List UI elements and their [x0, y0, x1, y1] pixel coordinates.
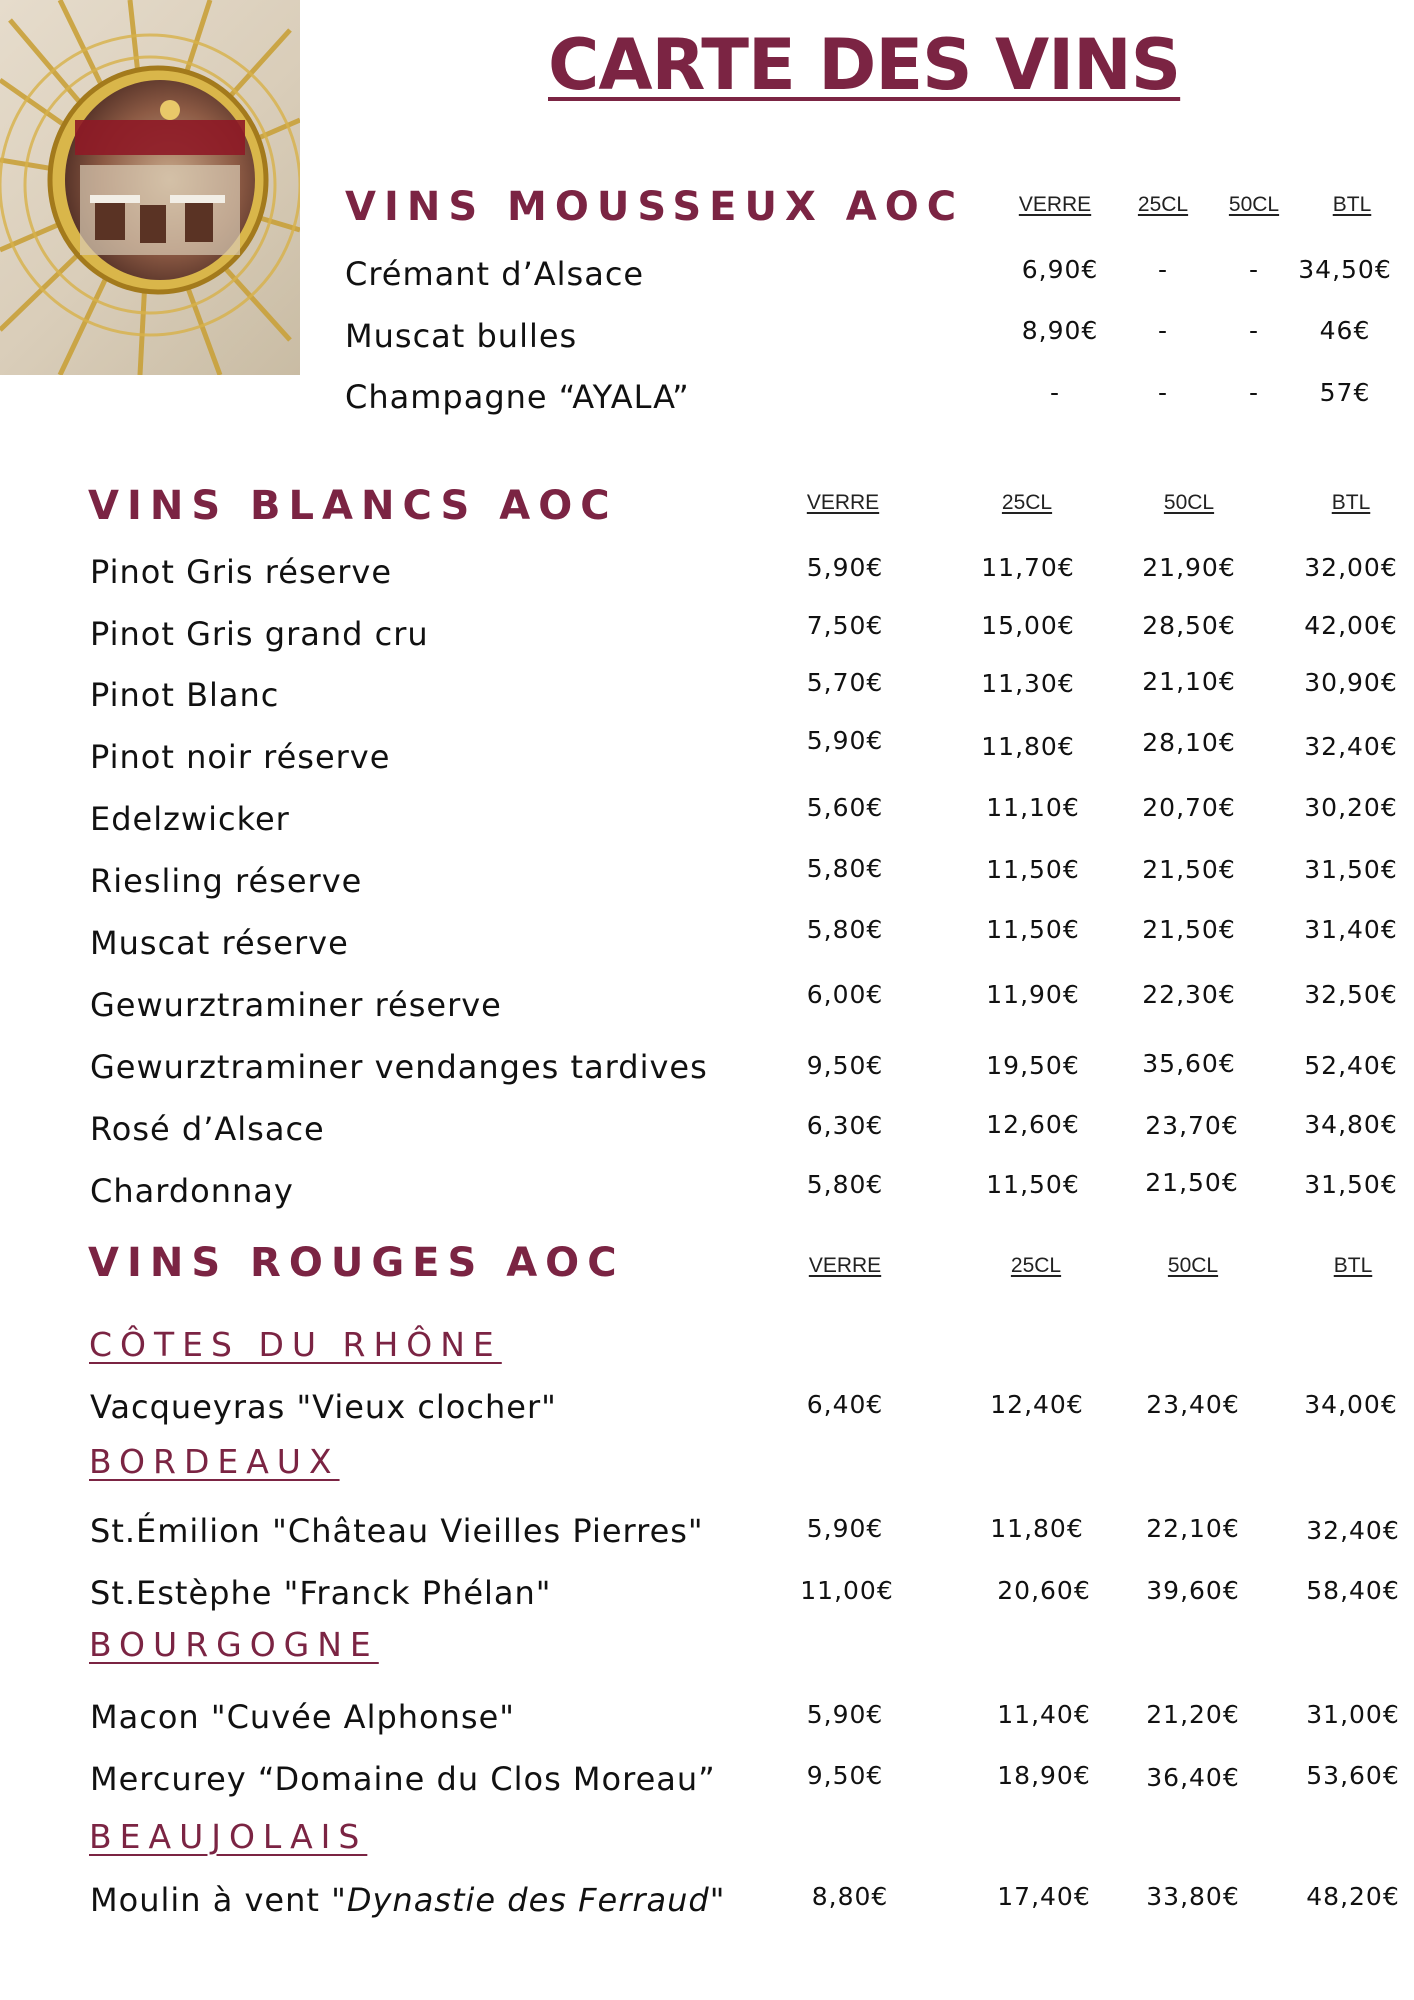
price-50cl: - [1248, 378, 1260, 407]
wine-name: Vacqueyras "Vieux clocher" [90, 1388, 557, 1426]
region-heading-beaujolais: BEAUJOLAIS [89, 1817, 368, 1856]
price-25cl: 15,00€ [981, 611, 1075, 640]
price-verre: 5,60€ [806, 793, 884, 822]
wine-name: Gewurztraminer vendanges tardives [90, 1048, 708, 1086]
wine-name-italic: "Dynastie des Ferraud" [331, 1881, 726, 1919]
price-btl: 46€ [1319, 316, 1371, 345]
price-50cl: 21,20€ [1146, 1700, 1240, 1729]
price-50cl: 22,30€ [1142, 980, 1236, 1009]
price-btl: 30,90€ [1304, 668, 1398, 697]
price-50cl: 21,90€ [1142, 553, 1236, 582]
price-verre: 5,90€ [806, 1514, 884, 1543]
wine-name: Gewurztraminer réserve [90, 986, 502, 1024]
column-header-btl: BTL [1331, 491, 1371, 514]
price-btl: 53,60€ [1306, 1761, 1400, 1790]
wine-name: Macon "Cuvée Alphonse" [90, 1698, 515, 1736]
price-25cl: 11,90€ [986, 980, 1080, 1009]
price-25cl: 11,10€ [986, 793, 1080, 822]
price-btl: 58,40€ [1306, 1576, 1400, 1605]
price-verre: - [1049, 378, 1061, 407]
price-25cl: 11,50€ [986, 915, 1080, 944]
price-btl: 32,00€ [1304, 553, 1398, 582]
column-header-50cl: 50CL [1167, 1254, 1219, 1277]
price-verre: 6,90€ [1021, 255, 1099, 284]
price-25cl: 12,60€ [986, 1110, 1080, 1139]
price-50cl: 21,50€ [1142, 915, 1236, 944]
price-25cl: 12,40€ [990, 1390, 1084, 1419]
price-25cl: 19,50€ [986, 1051, 1080, 1080]
price-verre: 6,30€ [806, 1111, 884, 1140]
section-heading-blancs: VINS BLANCS AOC [88, 483, 618, 529]
price-25cl: 11,70€ [981, 553, 1075, 582]
wine-name: Riesling réserve [90, 862, 363, 900]
column-header-25cl: 25CL [1001, 491, 1053, 514]
price-verre: 6,00€ [806, 980, 884, 1009]
region-heading-cotes-du-rhone: CÔTES DU RHÔNE [89, 1325, 502, 1364]
wine-name: Pinot noir réserve [90, 738, 391, 776]
price-verre: 5,80€ [806, 915, 884, 944]
region-heading-bourgogne: BOURGOGNE [89, 1625, 379, 1664]
wine-name: Champagne “AYALA” [345, 378, 690, 416]
price-50cl: 23,40€ [1146, 1390, 1240, 1419]
price-50cl: 20,70€ [1142, 793, 1236, 822]
column-header-btl: BTL [1333, 1254, 1373, 1277]
price-verre: 5,80€ [806, 854, 884, 883]
page-title: CARTE DES VINS [548, 24, 1181, 106]
wine-name: Pinot Blanc [90, 676, 280, 714]
price-50cl: 39,60€ [1146, 1576, 1240, 1605]
price-50cl: 21,10€ [1142, 667, 1236, 696]
price-btl: 31,50€ [1304, 855, 1398, 884]
price-50cl: - [1248, 316, 1260, 345]
price-btl: 31,40€ [1304, 915, 1398, 944]
price-verre: 5,70€ [806, 668, 884, 697]
price-verre: 6,40€ [806, 1390, 884, 1419]
price-50cl: 28,10€ [1142, 728, 1236, 757]
price-25cl: - [1157, 255, 1169, 284]
wine-name: Mercurey “Domaine du Clos Moreau” [90, 1760, 716, 1798]
wine-name: Pinot Gris grand cru [90, 615, 429, 653]
wine-name: Rosé d’Alsace [90, 1110, 325, 1148]
price-25cl: 11,30€ [981, 669, 1075, 698]
price-25cl: 18,90€ [997, 1761, 1091, 1790]
price-verre: 9,50€ [806, 1051, 884, 1080]
price-25cl: 11,50€ [986, 855, 1080, 884]
price-25cl: 17,40€ [997, 1882, 1091, 1911]
section-heading-rouges: VINS ROUGES AOC [88, 1240, 625, 1286]
column-header-verre: VERRE [808, 1254, 882, 1277]
column-header-verre: VERRE [1018, 193, 1092, 216]
price-verre: 11,00€ [800, 1576, 894, 1605]
price-25cl: 20,60€ [997, 1576, 1091, 1605]
price-25cl: 11,80€ [990, 1514, 1084, 1543]
wine-name: Edelzwicker [90, 800, 290, 838]
wine-name: St.Estèphe "Franck Phélan" [90, 1574, 552, 1612]
price-50cl: 33,80€ [1146, 1882, 1240, 1911]
price-25cl: 11,40€ [997, 1700, 1091, 1729]
wine-name: Crémant d’Alsace [345, 255, 645, 293]
price-btl: 34,50€ [1298, 255, 1392, 284]
region-heading-bordeaux: BORDEAUX [89, 1442, 340, 1481]
price-50cl: 36,40€ [1146, 1763, 1240, 1792]
price-50cl: 21,50€ [1145, 1168, 1239, 1197]
column-header-50cl: 50CL [1163, 491, 1215, 514]
price-25cl: 11,50€ [986, 1170, 1080, 1199]
price-verre: 5,90€ [806, 726, 884, 755]
price-verre: 5,90€ [806, 1700, 884, 1729]
price-btl: 34,80€ [1304, 1110, 1398, 1139]
price-btl: 32,40€ [1306, 1516, 1400, 1545]
wine-name: Muscat réserve [90, 924, 349, 962]
price-btl: 32,40€ [1304, 732, 1398, 761]
price-btl: 30,20€ [1304, 793, 1398, 822]
price-verre: 8,80€ [811, 1882, 889, 1911]
wine-name: Pinot Gris réserve [90, 553, 393, 591]
column-header-25cl: 25CL [1010, 1254, 1062, 1277]
price-25cl: - [1157, 378, 1169, 407]
price-verre: 5,90€ [806, 553, 884, 582]
price-50cl: 28,50€ [1142, 611, 1236, 640]
price-25cl: - [1157, 316, 1169, 345]
wine-name: Chardonnay [90, 1172, 294, 1210]
wine-name: St.Émilion "Château Vieilles Pierres" [90, 1512, 704, 1550]
price-btl: 57€ [1319, 378, 1371, 407]
price-verre: 9,50€ [806, 1761, 884, 1790]
price-btl: 52,40€ [1304, 1051, 1398, 1080]
price-50cl: 22,10€ [1146, 1514, 1240, 1543]
price-btl: 31,00€ [1306, 1700, 1400, 1729]
price-verre: 8,90€ [1021, 316, 1099, 345]
price-50cl: 21,50€ [1142, 855, 1236, 884]
price-50cl: 23,70€ [1145, 1111, 1239, 1140]
wine-name: Muscat bulles [345, 317, 578, 355]
price-btl: 48,20€ [1306, 1882, 1400, 1911]
sunburst-mirror-photo [0, 0, 300, 375]
price-50cl: - [1248, 255, 1260, 284]
price-verre: 5,80€ [806, 1170, 884, 1199]
column-header-verre: VERRE [806, 491, 880, 514]
column-header-btl: BTL [1332, 193, 1372, 216]
wine-name [90, 1881, 726, 1919]
price-25cl: 11,80€ [981, 732, 1075, 761]
price-btl: 42,00€ [1304, 611, 1398, 640]
section-heading-mousseux: VINS MOUSSEUX AOC [345, 184, 965, 230]
column-header-25cl: 25CL [1137, 193, 1189, 216]
wine-name-plain: Moulin à vent [90, 1881, 332, 1919]
price-50cl: 35,60€ [1142, 1049, 1236, 1078]
price-verre: 7,50€ [806, 611, 884, 640]
price-btl: 32,50€ [1304, 980, 1398, 1009]
price-btl: 34,00€ [1304, 1390, 1398, 1419]
price-btl: 31,50€ [1304, 1170, 1398, 1199]
column-header-50cl: 50CL [1228, 193, 1280, 216]
